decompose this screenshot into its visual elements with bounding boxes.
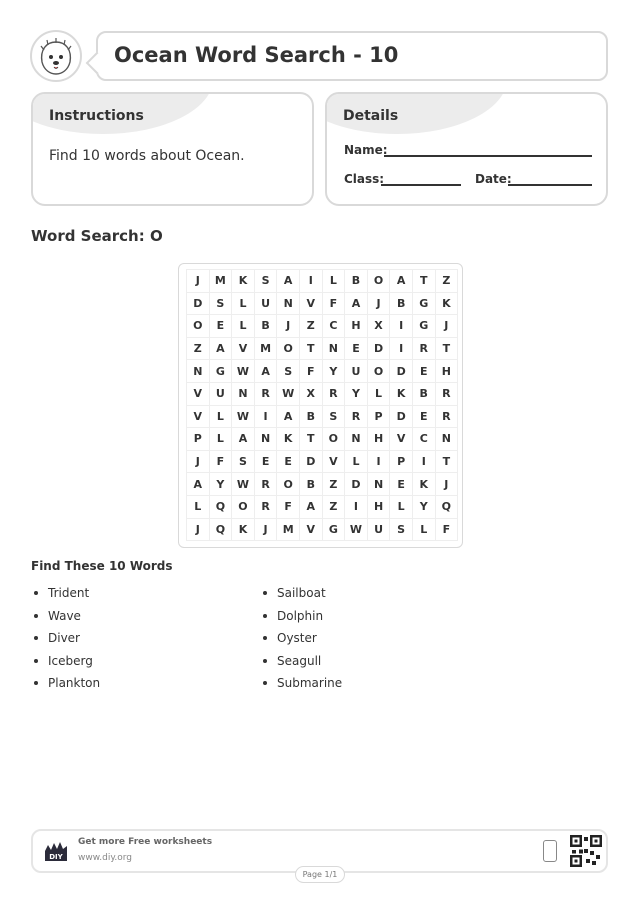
grid-cell[interactable]: L	[232, 293, 255, 316]
grid-cell[interactable]: N	[436, 428, 459, 451]
grid-cell[interactable]: Z	[187, 338, 210, 361]
grid-cell[interactable]: V	[390, 428, 413, 451]
grid-cell[interactable]: D	[345, 473, 368, 496]
date-label: Date:	[475, 172, 512, 186]
grid-cell[interactable]: N	[232, 383, 255, 406]
grid-cell[interactable]: Q	[210, 496, 233, 519]
grid-cell[interactable]: J	[277, 315, 300, 338]
grid-cell[interactable]: O	[232, 496, 255, 519]
date-line[interactable]	[508, 184, 592, 186]
grid-cell[interactable]: J	[436, 315, 459, 338]
letter-grid	[186, 269, 458, 541]
bullet-icon	[263, 681, 267, 685]
word-text: Seagull	[277, 653, 322, 668]
grid-cell[interactable]: D	[390, 360, 413, 383]
grid-cell[interactable]: L	[413, 519, 436, 542]
word-list-item	[263, 605, 342, 628]
grid-cell[interactable]: I	[368, 451, 391, 474]
details-card	[325, 92, 608, 206]
grid-cell[interactable]: P	[187, 428, 210, 451]
grid-cell[interactable]: Z	[323, 496, 346, 519]
grid-cell[interactable]: O	[368, 360, 391, 383]
bullet-icon	[34, 614, 38, 618]
grid-cell[interactable]: H	[368, 496, 391, 519]
grid-cell[interactable]: E	[255, 451, 278, 474]
page-number: Page 1/1	[295, 866, 345, 883]
word-text: Oyster	[277, 631, 317, 646]
bullet-icon	[263, 614, 267, 618]
grid-cell[interactable]: Y	[323, 360, 346, 383]
grid-cell[interactable]: P	[390, 451, 413, 474]
grid-cell[interactable]: H	[436, 360, 459, 383]
grid-cell[interactable]: D	[300, 451, 323, 474]
grid-cell[interactable]: M	[210, 270, 233, 293]
grid-cell[interactable]: U	[368, 519, 391, 542]
grid-cell[interactable]: J	[368, 293, 391, 316]
grid-cell[interactable]: O	[368, 270, 391, 293]
grid-cell[interactable]: E	[210, 315, 233, 338]
grid-cell[interactable]: Y	[413, 496, 436, 519]
grid-cell[interactable]: N	[277, 293, 300, 316]
bullet-icon	[34, 659, 38, 663]
grid-cell[interactable]: B	[345, 270, 368, 293]
grid-cell[interactable]: J	[187, 270, 210, 293]
word-list-column-2	[263, 582, 342, 695]
grid-cell[interactable]: G	[210, 360, 233, 383]
grid-cell[interactable]: O	[277, 473, 300, 496]
grid-cell[interactable]: V	[300, 293, 323, 316]
grid-cell[interactable]: K	[413, 473, 436, 496]
grid-cell[interactable]: V	[187, 406, 210, 429]
grid-cell[interactable]: J	[187, 451, 210, 474]
word-text: Submarine	[277, 676, 343, 691]
grid-cell[interactable]: I	[390, 338, 413, 361]
grid-cell[interactable]: T	[413, 270, 436, 293]
grid-cell[interactable]: V	[300, 519, 323, 542]
grid-cell[interactable]: I	[413, 451, 436, 474]
word-text: Sailboat	[277, 586, 326, 601]
class-line[interactable]	[381, 184, 461, 186]
grid-cell[interactable]: E	[413, 360, 436, 383]
grid-cell[interactable]: E	[345, 338, 368, 361]
grid-cell[interactable]: E	[413, 406, 436, 429]
grid-cell[interactable]: A	[390, 270, 413, 293]
grid-cell[interactable]: A	[345, 293, 368, 316]
grid-cell[interactable]: Y	[210, 473, 233, 496]
grid-cell[interactable]: A	[277, 406, 300, 429]
grid-cell[interactable]: D	[187, 293, 210, 316]
word-list-item	[263, 672, 342, 695]
grid-cell[interactable]: L	[187, 496, 210, 519]
word-list-item	[263, 650, 342, 673]
grid-cell[interactable]: B	[255, 315, 278, 338]
grid-cell[interactable]: S	[390, 519, 413, 542]
grid-cell[interactable]: C	[413, 428, 436, 451]
diy-logo-text: DIY	[49, 853, 63, 861]
grid-cell[interactable]: C	[323, 315, 346, 338]
grid-cell[interactable]: S	[323, 406, 346, 429]
word-text: Wave	[48, 608, 81, 623]
grid-cell[interactable]: B	[300, 406, 323, 429]
grid-cell[interactable]: M	[277, 519, 300, 542]
grid-cell[interactable]: W	[232, 360, 255, 383]
word-list-item	[34, 582, 100, 605]
instructions-heading: Instructions	[49, 108, 144, 124]
footer-url[interactable]: www.diy.org	[78, 853, 132, 863]
grid-cell[interactable]: G	[323, 519, 346, 542]
grid-cell[interactable]: W	[345, 519, 368, 542]
grid-cell[interactable]: J	[255, 519, 278, 542]
grid-cell[interactable]: T	[436, 338, 459, 361]
grid-cell[interactable]: R	[255, 496, 278, 519]
title-box	[96, 31, 608, 81]
grid-cell[interactable]: I	[390, 315, 413, 338]
word-text: Plankton	[48, 676, 101, 691]
grid-cell[interactable]: L	[232, 315, 255, 338]
grid-cell[interactable]: Q	[210, 519, 233, 542]
grid-cell[interactable]: S	[232, 451, 255, 474]
grid-cell[interactable]: A	[255, 360, 278, 383]
bullet-icon	[34, 636, 38, 640]
grid-cell[interactable]: F	[300, 360, 323, 383]
grid-cell[interactable]: B	[390, 293, 413, 316]
qr-code-icon[interactable]	[570, 835, 602, 867]
grid-cell[interactable]: R	[255, 383, 278, 406]
bullet-icon	[263, 636, 267, 640]
grid-cell[interactable]: H	[368, 428, 391, 451]
grid-cell[interactable]: R	[436, 383, 459, 406]
word-list-item	[34, 672, 100, 695]
grid-cell[interactable]: Z	[436, 270, 459, 293]
word-text: Diver	[48, 631, 80, 646]
grid-cell[interactable]: L	[390, 496, 413, 519]
grid-cell[interactable]: K	[277, 428, 300, 451]
grid-cell[interactable]: K	[232, 519, 255, 542]
grid-cell[interactable]: D	[368, 338, 391, 361]
grid-cell[interactable]: O	[277, 338, 300, 361]
grid-cell[interactable]: U	[255, 293, 278, 316]
grid-cell[interactable]: X	[300, 383, 323, 406]
grid-cell[interactable]: N	[187, 360, 210, 383]
word-search-grid	[178, 263, 463, 548]
grid-cell[interactable]: N	[255, 428, 278, 451]
grid-cell[interactable]: L	[368, 383, 391, 406]
grid-cell[interactable]: F	[436, 519, 459, 542]
grid-cell[interactable]: L	[345, 451, 368, 474]
instructions-text: Find 10 words about Ocean.	[49, 148, 245, 164]
instructions-card	[31, 92, 314, 206]
grid-cell[interactable]: P	[368, 406, 391, 429]
grid-cell[interactable]: I	[255, 406, 278, 429]
grid-cell[interactable]: K	[436, 293, 459, 316]
word-text: Trident	[48, 586, 90, 601]
class-label: Class:	[344, 172, 385, 186]
word-list-column-1	[34, 582, 100, 695]
grid-cell[interactable]: K	[390, 383, 413, 406]
grid-cell[interactable]: W	[277, 383, 300, 406]
grid-cell[interactable]: U	[345, 360, 368, 383]
grid-cell[interactable]: L	[210, 406, 233, 429]
name-label: Name:	[344, 143, 388, 157]
name-line[interactable]	[384, 155, 592, 157]
grid-cell[interactable]: S	[277, 360, 300, 383]
grid-cell[interactable]: S	[210, 293, 233, 316]
grid-cell[interactable]: A	[232, 428, 255, 451]
grid-cell[interactable]: Z	[300, 315, 323, 338]
page-title: Ocean Word Search - 10	[114, 43, 399, 67]
grid-cell[interactable]: B	[300, 473, 323, 496]
bullet-icon	[34, 681, 38, 685]
word-list-item	[263, 582, 342, 605]
phone-icon	[543, 840, 557, 862]
grid-cell[interactable]: N	[368, 473, 391, 496]
grid-cell[interactable]: S	[255, 270, 278, 293]
word-text: Dolphin	[277, 608, 324, 623]
grid-cell[interactable]: T	[436, 451, 459, 474]
grid-cell[interactable]: M	[255, 338, 278, 361]
grid-cell[interactable]: G	[413, 293, 436, 316]
bullet-icon	[263, 659, 267, 663]
grid-cell[interactable]: E	[390, 473, 413, 496]
mascot-icon	[32, 32, 80, 80]
word-list-item	[34, 650, 100, 673]
grid-cell[interactable]: F	[210, 451, 233, 474]
grid-cell[interactable]: Q	[436, 496, 459, 519]
grid-cell[interactable]: R	[345, 406, 368, 429]
grid-cell[interactable]: A	[187, 473, 210, 496]
grid-cell[interactable]: U	[210, 383, 233, 406]
grid-cell[interactable]: H	[345, 315, 368, 338]
grid-cell[interactable]: V	[323, 451, 346, 474]
grid-cell[interactable]: B	[413, 383, 436, 406]
grid-cell[interactable]: T	[300, 338, 323, 361]
word-list-item	[34, 627, 100, 650]
grid-cell[interactable]: R	[323, 383, 346, 406]
grid-cell[interactable]: F	[277, 496, 300, 519]
grid-cell[interactable]: R	[436, 406, 459, 429]
mascot-avatar	[30, 30, 82, 82]
grid-cell[interactable]: E	[277, 451, 300, 474]
grid-cell[interactable]: A	[210, 338, 233, 361]
word-list-item	[34, 605, 100, 628]
bullet-icon	[34, 591, 38, 595]
footer-title: Get more Free worksheets	[78, 837, 213, 847]
grid-cell[interactable]: W	[232, 473, 255, 496]
grid-cell[interactable]: W	[232, 406, 255, 429]
grid-cell[interactable]: N	[345, 428, 368, 451]
bullet-icon	[263, 591, 267, 595]
grid-cell[interactable]: J	[187, 519, 210, 542]
word-list-item	[263, 627, 342, 650]
grid-cell[interactable]: T	[300, 428, 323, 451]
grid-cell[interactable]: O	[187, 315, 210, 338]
grid-cell[interactable]: Z	[323, 473, 346, 496]
grid-cell[interactable]: A	[300, 496, 323, 519]
word-text: Iceberg	[48, 653, 93, 668]
word-search-title: Word Search: O	[31, 227, 163, 245]
grid-cell[interactable]: A	[277, 270, 300, 293]
grid-cell[interactable]: Y	[345, 383, 368, 406]
grid-cell[interactable]: G	[413, 315, 436, 338]
word-list-title: Find These 10 Words	[31, 559, 173, 573]
grid-cell[interactable]: R	[413, 338, 436, 361]
grid-cell[interactable]: K	[232, 270, 255, 293]
grid-cell[interactable]: N	[323, 338, 346, 361]
grid-cell[interactable]: V	[187, 383, 210, 406]
grid-cell[interactable]: V	[232, 338, 255, 361]
grid-cell[interactable]: I	[345, 496, 368, 519]
grid-cell[interactable]: X	[368, 315, 391, 338]
grid-cell[interactable]: J	[436, 473, 459, 496]
grid-cell[interactable]: R	[255, 473, 278, 496]
grid-cell[interactable]: O	[323, 428, 346, 451]
grid-cell[interactable]: L	[210, 428, 233, 451]
diy-logo-icon	[43, 839, 69, 863]
grid-cell[interactable]: D	[390, 406, 413, 429]
grid-cell[interactable]: F	[323, 293, 346, 316]
grid-cell[interactable]: L	[323, 270, 346, 293]
details-heading: Details	[343, 108, 399, 124]
grid-cell[interactable]: I	[300, 270, 323, 293]
